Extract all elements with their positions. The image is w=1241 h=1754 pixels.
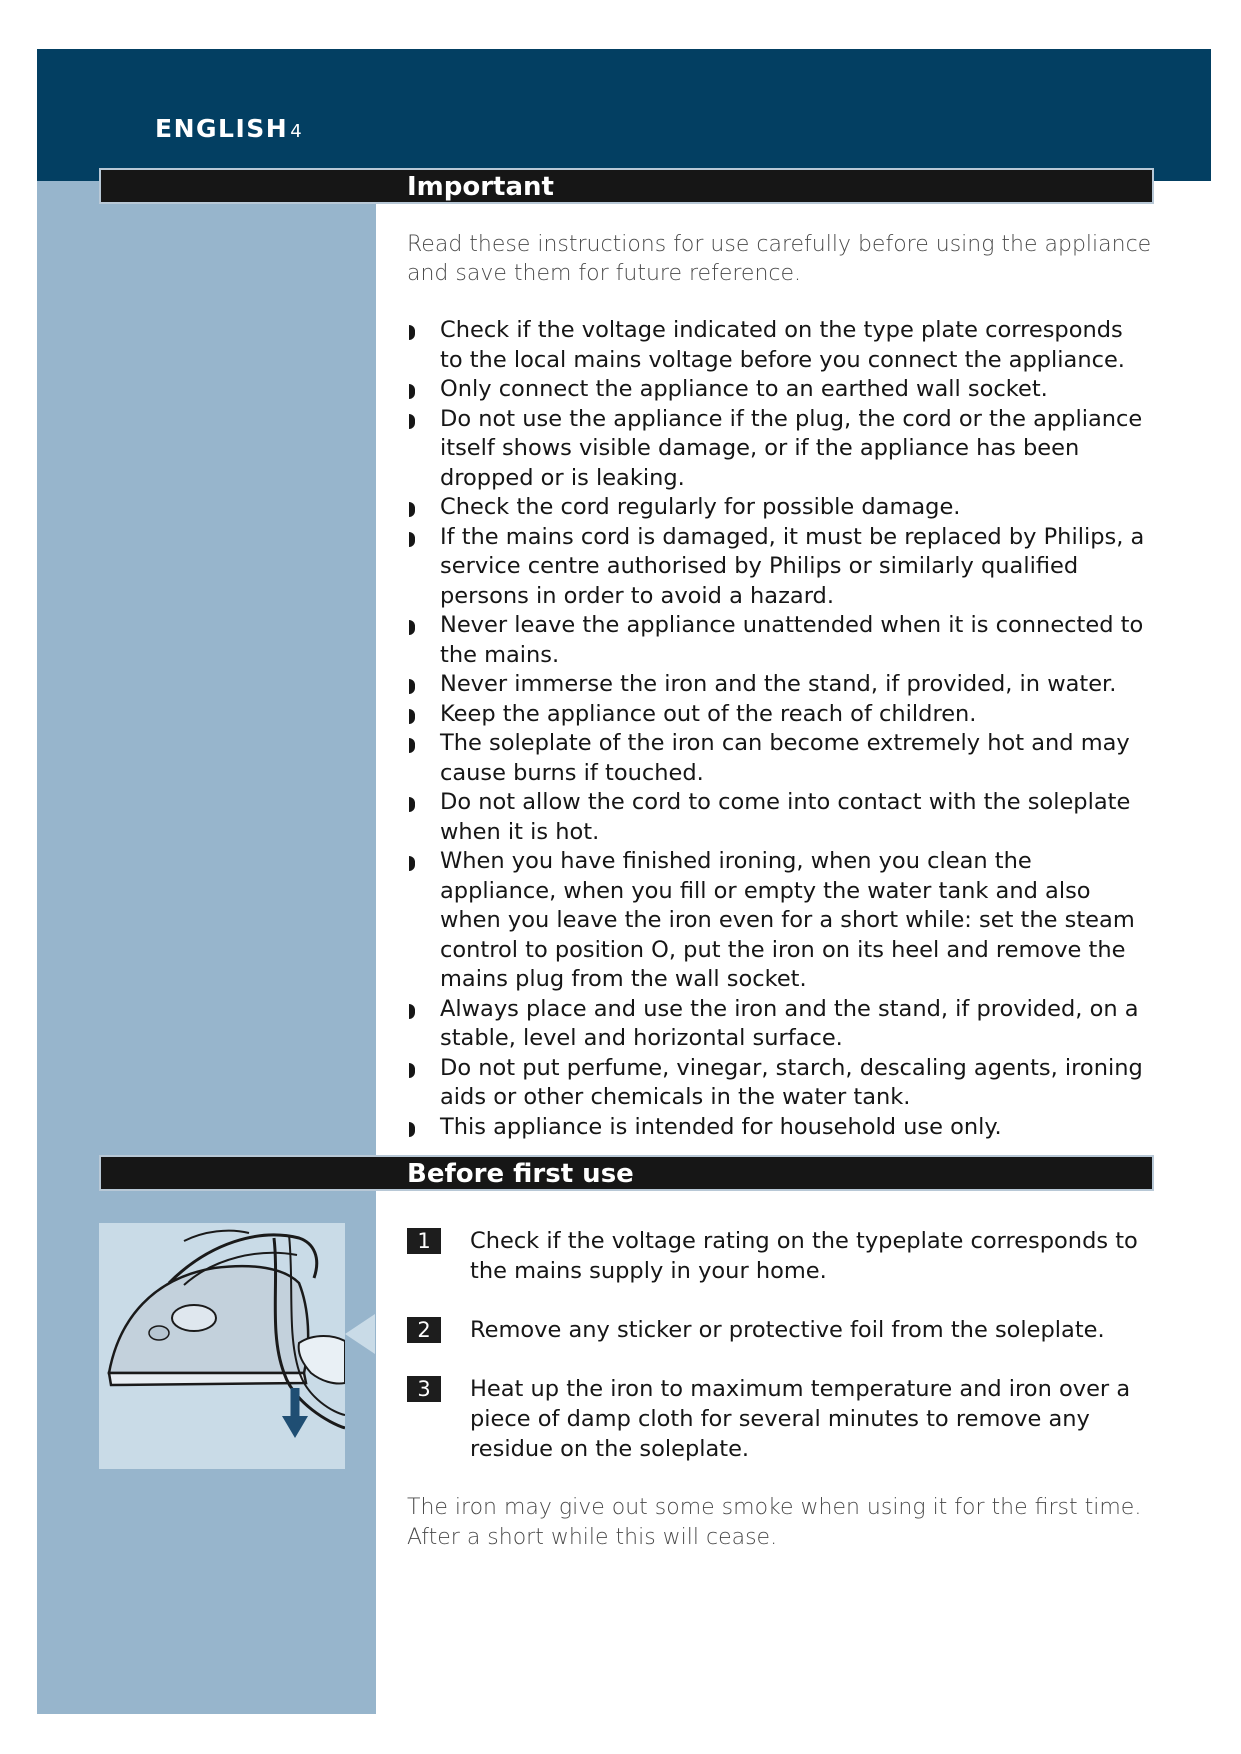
illustration-pointer xyxy=(345,1314,375,1354)
step-number-badge: 1 xyxy=(407,1228,441,1254)
step-item xyxy=(407,1374,1152,1464)
warning-item: Never leave the appliance unattended when it is connected to the mains. xyxy=(407,611,1152,670)
steps-list xyxy=(407,1226,1152,1464)
step-text: Check if the voltage rating on the typeplate corresponds to the mains supply in your home. xyxy=(470,1228,1138,1284)
warning-item: Check the cord regularly for possible damage. xyxy=(407,493,1152,523)
before-first-use-heading: Before first use xyxy=(407,1159,634,1189)
step-text: Remove any sticker or protective foil from the soleplate. xyxy=(470,1317,1105,1343)
iron-unplug-illustration xyxy=(99,1223,345,1469)
important-heading: Important xyxy=(407,172,554,202)
warning-item: If the mains cord is damaged, it must be replaced by Philips, a service centre authorised by Philips or similarly qualified persons in order to avoid a hazard. xyxy=(407,523,1152,612)
warning-item: Keep the appliance out of the reach of children. xyxy=(407,700,1152,730)
step-number-badge: 3 xyxy=(407,1376,441,1402)
warning-item: Check if the voltage indicated on the type plate corresponds to the local mains voltage before you connect the appliance. xyxy=(407,316,1152,375)
before-first-use-content xyxy=(407,1226,1152,1553)
first-use-note: The iron may give out some smoke when using it for the first time. After a short while this will cease. xyxy=(407,1495,1142,1550)
warning-item: Do not allow the cord to come into contact with the soleplate when it is hot. xyxy=(407,788,1152,847)
warning-item: Do not use the appliance if the plug, the cord or the appliance itself shows visible damage, or if the appliance has been dropped or is leaking. xyxy=(407,405,1152,494)
warning-item: Never immerse the iron and the stand, if provided, in water. xyxy=(407,670,1152,700)
section-heading-before-first-use xyxy=(99,1155,1154,1191)
step-item xyxy=(407,1315,1152,1345)
step-item xyxy=(407,1226,1152,1286)
step-number-badge: 2 xyxy=(407,1317,441,1343)
warning-item: Only connect the appliance to an earthed wall socket. xyxy=(407,375,1152,405)
warning-item: When you have finished ironing, when you clean the appliance, when you fill or empty the water tank and also when you leave the iron even for a short while: set the steam control to position O, put the iron on its heel and remove the mains plug from the wall socket. xyxy=(407,847,1152,995)
language-label: ENGLISH 4 xyxy=(155,114,302,143)
page-number: 4 xyxy=(290,121,302,142)
warning-item: Always place and use the iron and the stand, if provided, on a stable, level and horizontal surface. xyxy=(407,995,1152,1054)
intro-text: Read these instructions for use carefully before using the appliance and save them for future reference. xyxy=(407,232,1152,286)
section-heading-important xyxy=(99,168,1154,204)
warning-item: The soleplate of the iron can become extremely hot and may cause burns if touched. xyxy=(407,729,1152,788)
step-text: Heat up the iron to maximum temperature and iron over a piece of damp cloth for several minutes to remove any residue on the soleplate. xyxy=(470,1376,1131,1462)
warning-item: Do not put perfume, vinegar, starch, descaling agents, ironing aids or other chemicals in the water tank. xyxy=(407,1054,1152,1113)
iron-illustration-icon xyxy=(99,1223,345,1469)
warnings-list xyxy=(407,316,1152,1142)
warning-item: This appliance is intended for household use only. xyxy=(407,1113,1152,1143)
side-band xyxy=(37,181,376,1714)
important-content xyxy=(407,230,1152,1142)
